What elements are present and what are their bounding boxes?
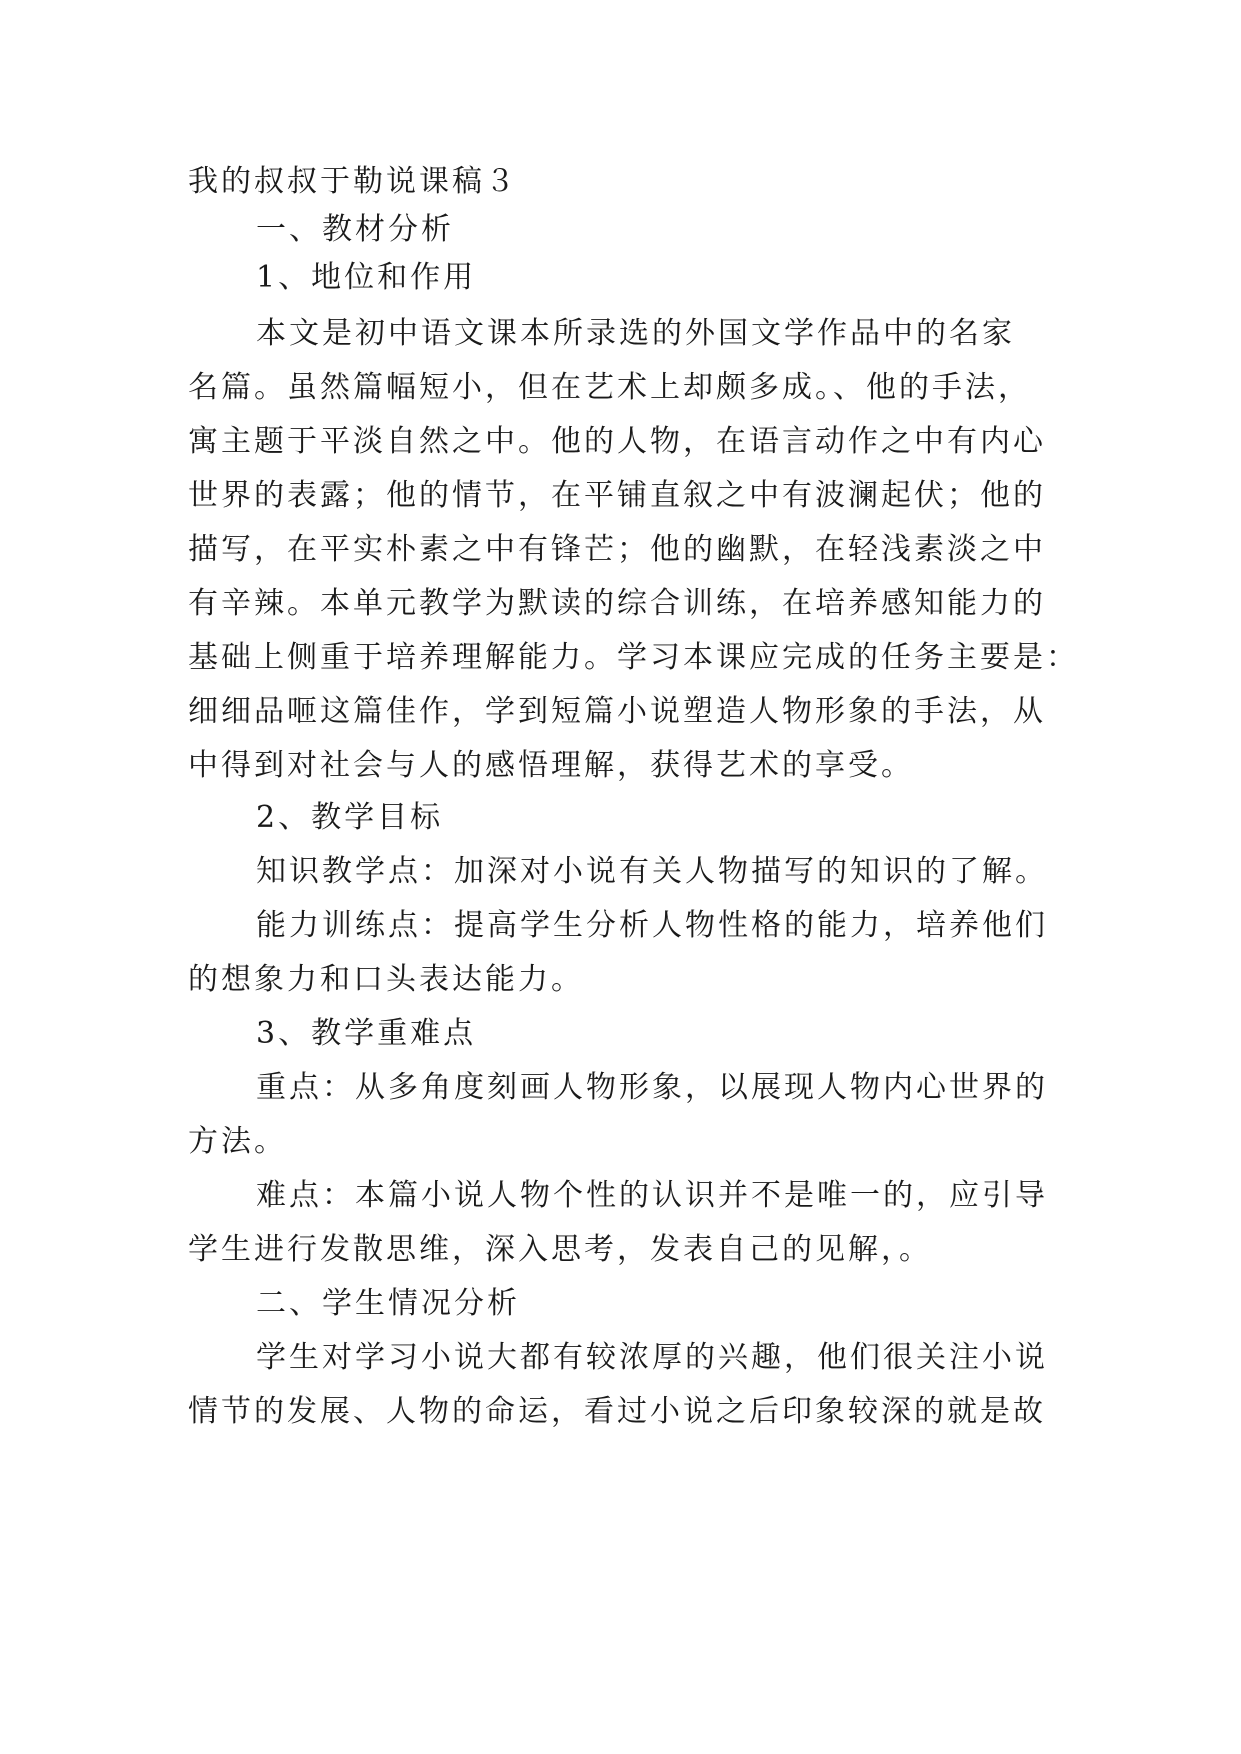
paragraph-line: 重点：从多角度刻画人物形象，以展现人物内心世界的 xyxy=(256,1070,1048,1105)
paragraph-line: 方法。 xyxy=(188,1124,287,1159)
paragraph-line: 学生对学习小说大都有较浓厚的兴趣，他们很关注小说 xyxy=(256,1340,1048,1375)
paragraph-line: 学生进行发散思维，深入思考，发表自己的见解，。 xyxy=(188,1232,932,1267)
document-title: 我的叔叔于勒说课稿３ xyxy=(188,164,518,199)
subheading-teaching-goals: 2、教学目标 xyxy=(256,800,444,835)
paragraph-line: 寓主题于平淡自然之中。他的人物，在语言动作之中有内心 xyxy=(188,424,1046,459)
paragraph-line: 难点：本篇小说人物个性的认识并不是唯一的，应引导 xyxy=(256,1178,1048,1213)
section-heading-teaching-material: 一、教材分析 xyxy=(256,212,454,247)
paragraph-line: 的想象力和口头表达能力。 xyxy=(188,962,584,997)
paragraph-line: 基础上侧重于培养理解能力。学习本课应完成的任务主要是： xyxy=(188,640,1079,675)
paragraph-line: 名篇。虽然篇幅短小，但在艺术上却颇多成。、他的手法， xyxy=(188,370,1031,405)
paragraph-line: 本文是初中语文课本所录选的外国文学作品中的名家 xyxy=(256,316,1015,351)
paragraph-line: 细细品咂这篇佳作，学到短篇小说塑造人物形象的手法，从 xyxy=(188,694,1046,729)
paragraph-line: 能力训练点：提高学生分析人物性格的能力，培养他们 xyxy=(256,908,1048,943)
paragraph-line: 情节的发展、人物的命运，看过小说之后印象较深的就是故 xyxy=(188,1394,1046,1429)
paragraph-line: 描写，在平实朴素之中有锋芒；他的幽默，在轻浅素淡之中 xyxy=(188,532,1046,567)
paragraph-line: 世界的表露；他的情节，在平铺直叙之中有波澜起伏；他的 xyxy=(188,478,1046,513)
paragraph-line: 有辛辣。本单元教学为默读的综合训练，在培养感知能力的 xyxy=(188,586,1046,621)
subheading-position-role: 1、地位和作用 xyxy=(256,260,477,295)
section-heading-student-analysis: 二、学生情况分析 xyxy=(256,1286,520,1321)
subheading-key-difficulties: 3、教学重难点 xyxy=(256,1016,477,1051)
paragraph-line: 中得到对社会与人的感悟理解，获得艺术的享受。 xyxy=(188,748,914,783)
paragraph-line: 知识教学点：加深对小说有关人物描写的知识的了解。 xyxy=(256,854,1048,889)
